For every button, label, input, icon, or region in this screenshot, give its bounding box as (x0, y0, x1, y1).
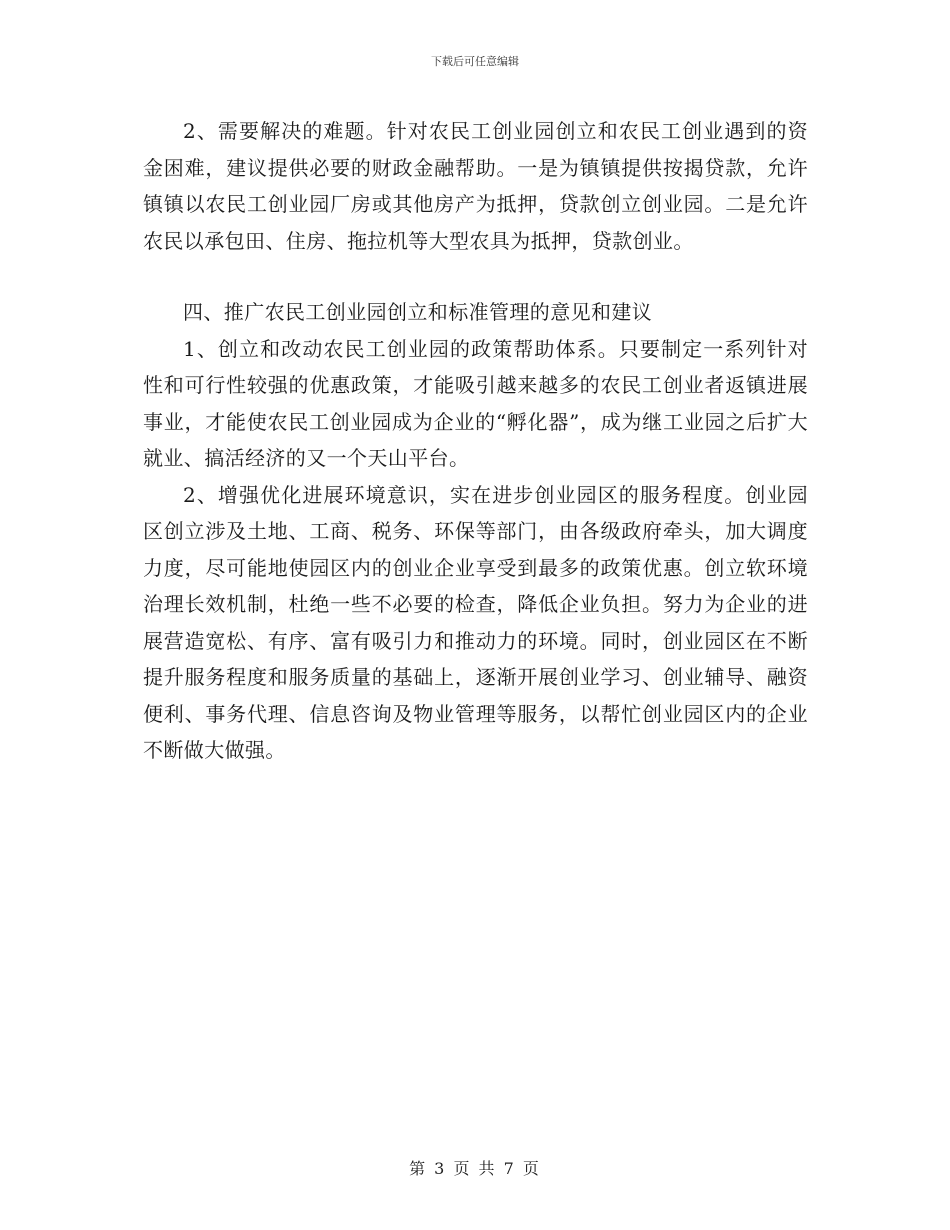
paragraph-funding-difficulties: 2、需要解决的难题。针对农民工创业园创立和农民工创业遇到的资金困难，建议提供必要的财政金融帮助。一是为镇镇提供按揭贷款，允许镇镇以农民工创业园厂房或其他房产为抵押，贷款创立创业园。二是允许农民以承包田、住房、拖拉机等大型农具为抵押，贷款创业。 (143, 119, 808, 253)
section-heading: 四、推广农民工创业园创立和标准管理的意见和建议 (183, 300, 653, 324)
paragraph-environment-services: 2、增强优化进展环境意识，实在进步创业园区的服务程度。创业园区创立涉及土地、工商、税务、环保等部门，由各级政府牵头，加大调度力度，尽可能地使园区内的创业企业享受到最多的政策优惠。创立软环境治理长效机制，杜绝一些不必要的检查，降低企业负担。努力为企业的进展营造宽松、有序、富有吸引力和推动力的环境。同时，创业园区在不断提升服务程度和服务质量的基础上，逐渐开展创业学习、创业辅导、融资便利、事务代理、信息咨询及物业管理等服务，以帮忙创业园区内的企业不断做大做强。 (143, 482, 808, 762)
page-header: 下载后可任意编辑 (431, 55, 519, 68)
paragraph-policy-support: 1、创立和改动农民工创业园的政策帮助体系。只要制定一系列针对性和可行性较强的优惠政策，才能吸引越来越多的农民工创业者返镇进展事业，才能使农民工创业园成为企业的“孵化器”，成为继工业园之后扩大就业、搞活经济的又一个天山平台。 (143, 336, 808, 470)
document-body (143, 113, 808, 769)
section-spacer (143, 259, 808, 294)
page-number: 第 3 页 共 7 页 (409, 1159, 541, 1178)
